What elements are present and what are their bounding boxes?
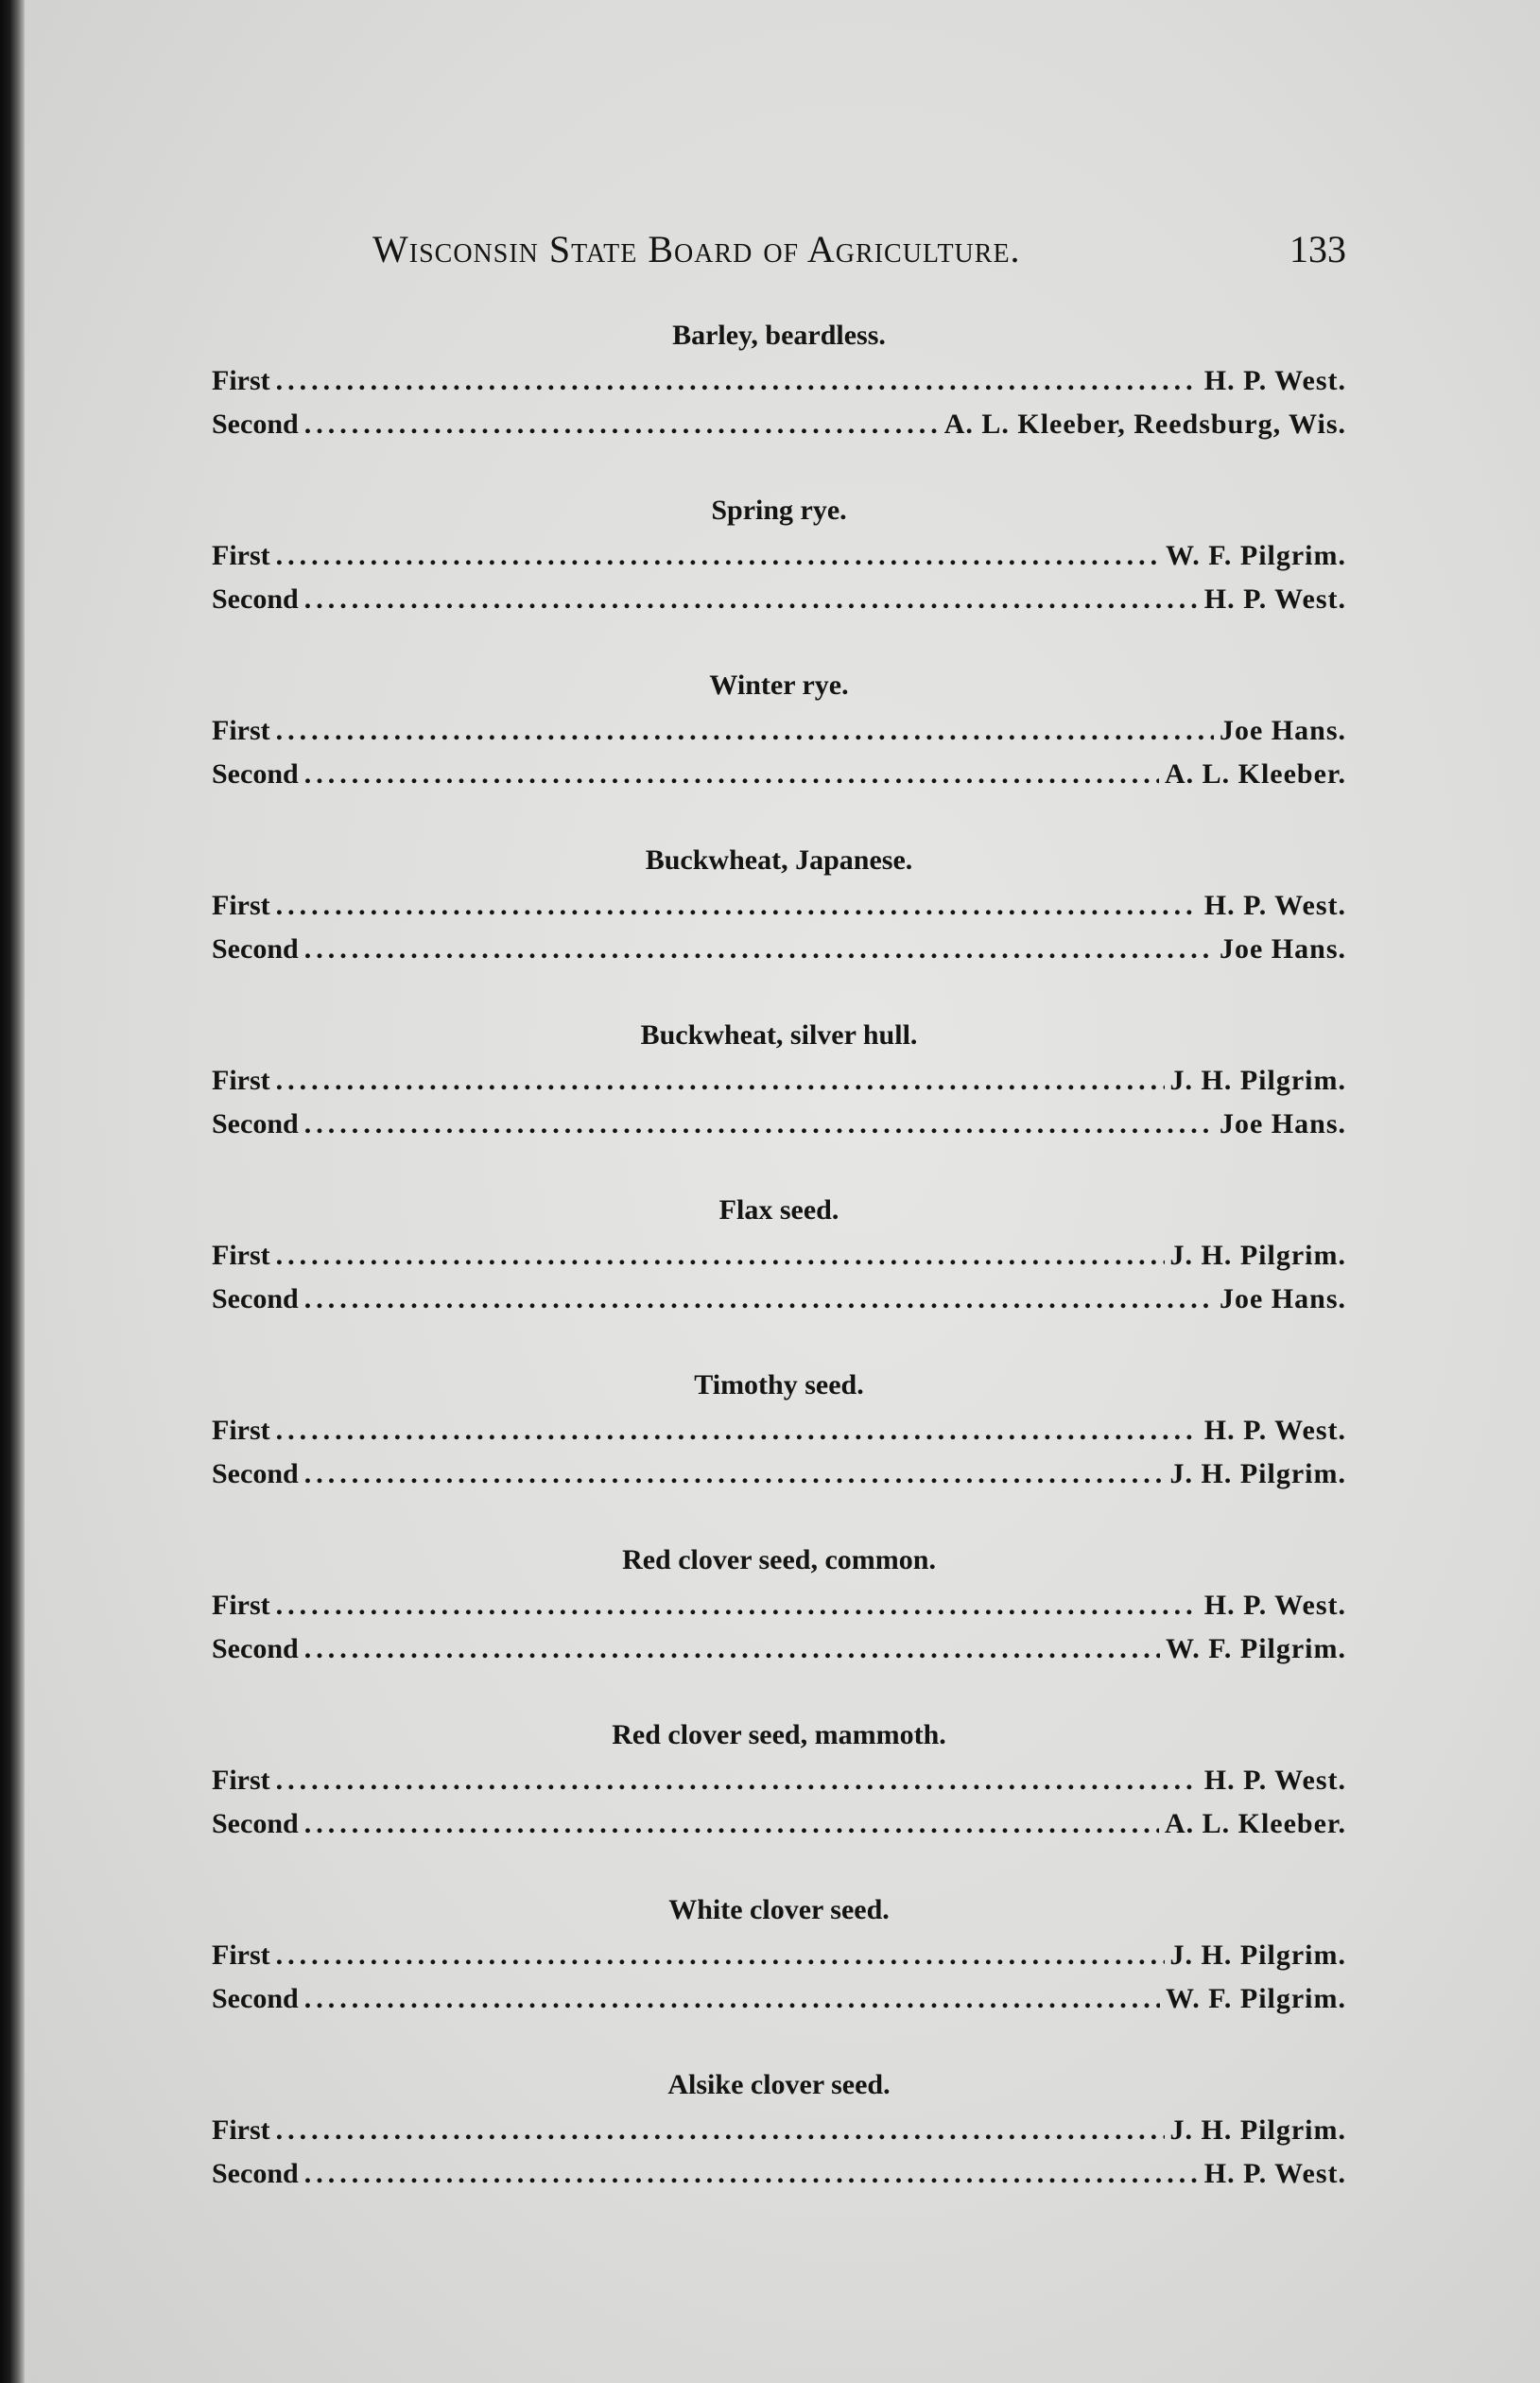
section-title: Timothy seed. [694, 1369, 864, 1400]
entry-label: First [212, 1590, 270, 1621]
entry-value: W. F. Pilgrim. [1166, 1633, 1346, 1664]
entry-value: Joe Hans. [1219, 1108, 1346, 1139]
entry-value: J. H. Pilgrim. [1169, 1458, 1346, 1489]
premium-entry [212, 1452, 1346, 1496]
section-title: Red clover seed, common. [622, 1544, 936, 1575]
entry-label: Second [212, 933, 299, 965]
premium-section-buckwheat-japanese [212, 837, 1346, 1012]
premium-list [212, 312, 1346, 2236]
entry-value: J. H. Pilgrim. [1169, 1065, 1346, 1096]
entry-label: First [212, 1240, 270, 1271]
entry-label: Second [212, 758, 299, 790]
entry-label: Second [212, 583, 299, 615]
premium-entry [212, 1627, 1346, 1671]
entry-label: First [212, 365, 270, 396]
entry-value: Joe Hans. [1219, 933, 1346, 965]
running-head [372, 227, 1346, 284]
dot-leader [304, 1802, 1159, 1846]
section-title: White clover seed. [668, 1894, 890, 1925]
entry-value: J. H. Pilgrim. [1169, 2114, 1346, 2146]
dot-leader [304, 1627, 1160, 1671]
premium-entry [212, 403, 1346, 446]
dot-leader [276, 1584, 1199, 1627]
dot-leader [304, 1452, 1165, 1496]
premium-entry [212, 709, 1346, 753]
entry-value: W. F. Pilgrim. [1166, 1983, 1346, 2014]
dot-leader [304, 578, 1199, 621]
dot-leader [276, 1934, 1165, 1977]
entry-label: Second [212, 1983, 299, 2014]
book-binding-edge [0, 0, 25, 2383]
premium-section-spring-rye [212, 487, 1346, 662]
premium-entry [212, 928, 1346, 971]
dot-leader [304, 1278, 1214, 1321]
section-title: Alsike clover seed. [667, 2069, 891, 2100]
entry-value: A. L. Kleeber, Reedsburg, Wis. [943, 409, 1346, 440]
dot-leader [304, 2152, 1199, 2196]
entry-value: H. P. West. [1203, 1415, 1346, 1446]
entry-label: First [212, 890, 270, 921]
dot-leader [304, 928, 1214, 971]
premium-entry [212, 534, 1346, 578]
premium-entry [212, 359, 1346, 403]
entry-value: Joe Hans. [1219, 1283, 1346, 1314]
entry-value: J. H. Pilgrim. [1169, 1240, 1346, 1271]
entry-value: H. P. West. [1203, 583, 1346, 615]
premium-entry [212, 1409, 1346, 1452]
premium-entry [212, 1977, 1346, 2021]
entry-label: Second [212, 1808, 299, 1839]
premium-entry [212, 1103, 1346, 1146]
dot-leader [276, 1409, 1199, 1452]
section-title: Winter rye. [709, 670, 849, 701]
entry-label: First [212, 1065, 270, 1096]
premium-section-red-clover-common [212, 1537, 1346, 1712]
premium-entry [212, 1934, 1346, 1977]
section-title: Buckwheat, silver hull. [640, 1019, 918, 1051]
premium-entry [212, 1278, 1346, 1321]
entry-label: First [212, 1415, 270, 1446]
entry-value: W. F. Pilgrim. [1166, 540, 1346, 571]
premium-entry [212, 1584, 1346, 1627]
entry-label: First [212, 2114, 270, 2146]
premium-section-timothy-seed [212, 1362, 1346, 1537]
premium-entry [212, 2109, 1346, 2152]
premium-entry [212, 1802, 1346, 1846]
dot-leader [304, 1977, 1160, 2021]
premium-entry [212, 578, 1346, 621]
premium-section-barley-beardless [212, 312, 1346, 487]
dot-leader [276, 359, 1199, 403]
section-title: Red clover seed, mammoth. [612, 1719, 946, 1750]
entry-label: Second [212, 2158, 299, 2189]
entry-label: Second [212, 1283, 299, 1314]
premium-entry [212, 1234, 1346, 1278]
dot-leader [276, 2109, 1165, 2152]
dot-leader [276, 534, 1160, 578]
entry-value: H. P. West. [1203, 2158, 1346, 2189]
entry-label: Second [212, 1458, 299, 1489]
entry-value: H. P. West. [1203, 365, 1346, 396]
entry-value: J. H. Pilgrim. [1169, 1939, 1346, 1971]
dot-leader [276, 709, 1214, 753]
entry-value: A. L. Kleeber. [1164, 758, 1346, 790]
premium-entry [212, 2152, 1346, 2196]
entry-value: H. P. West. [1203, 1765, 1346, 1796]
premium-entry [212, 884, 1346, 928]
premium-section-winter-rye [212, 662, 1346, 837]
premium-section-flax-seed [212, 1187, 1346, 1362]
entry-label: First [212, 1765, 270, 1796]
premium-section-alsike-clover [212, 2061, 1346, 2236]
section-title: Barley, beardless. [672, 320, 886, 351]
running-title: Wisconsin State Board of Agriculture. [372, 228, 1021, 270]
entry-label: First [212, 715, 270, 746]
entry-label: Second [212, 1108, 299, 1139]
entry-label: Second [212, 1633, 299, 1664]
dot-leader [276, 1059, 1165, 1103]
entry-value: A. L. Kleeber. [1164, 1808, 1346, 1839]
entry-value: H. P. West. [1203, 890, 1346, 921]
premium-section-white-clover [212, 1887, 1346, 2061]
page-number: 133 [1289, 228, 1346, 270]
dot-leader [304, 753, 1159, 796]
premium-section-red-clover-mammoth [212, 1712, 1346, 1887]
section-title: Flax seed. [718, 1194, 839, 1226]
premium-entry [212, 1759, 1346, 1802]
entry-label: First [212, 1939, 270, 1971]
section-title: Buckwheat, Japanese. [645, 844, 913, 876]
dot-leader [276, 884, 1199, 928]
dot-leader [276, 1234, 1165, 1278]
section-title: Spring rye. [711, 495, 847, 526]
dot-leader [304, 403, 939, 446]
premium-section-buckwheat-silver-hull [212, 1012, 1346, 1187]
entry-value: H. P. West. [1203, 1590, 1346, 1621]
premium-entry [212, 1059, 1346, 1103]
premium-entry [212, 753, 1346, 796]
entry-label: Second [212, 409, 299, 440]
entry-value: Joe Hans. [1219, 715, 1346, 746]
dot-leader [276, 1759, 1199, 1802]
dot-leader [304, 1103, 1214, 1146]
entry-label: First [212, 540, 270, 571]
